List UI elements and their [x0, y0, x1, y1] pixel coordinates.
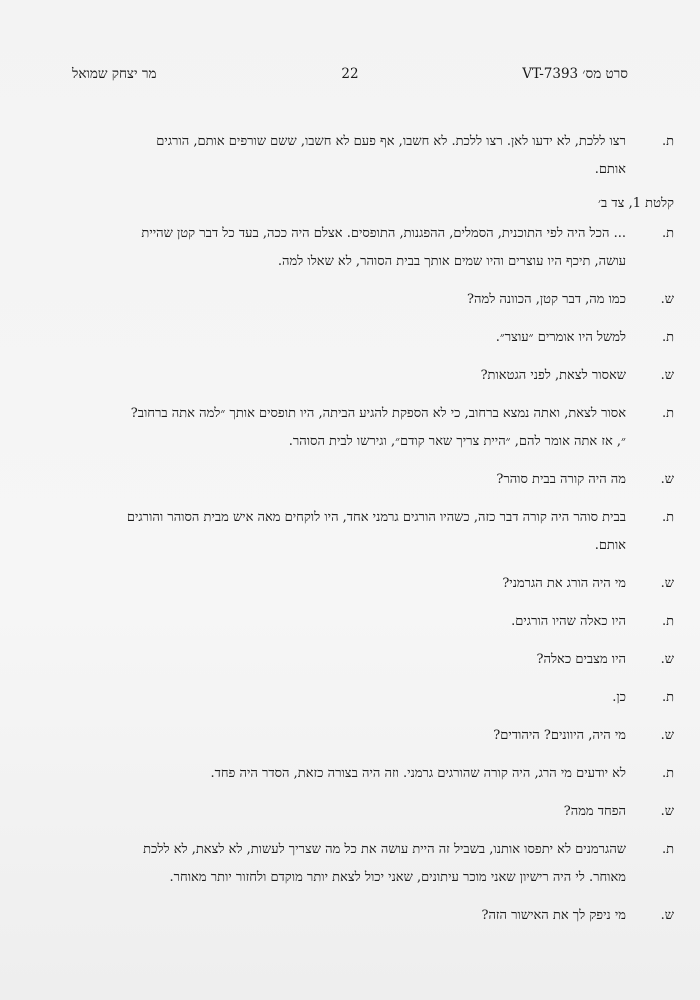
entry-text: רצו ללכת, לא ידעו לאן. רצו ללכת. לא חשבו, אף פעם לא חשבו, ששם שורפים אותם, הורגים אותם.: [156, 134, 626, 177]
speaker-label: ת.: [661, 614, 674, 629]
transcript-entry: [122, 466, 674, 494]
entry-text: מי ניפק לך את האישור הזה?: [481, 908, 626, 923]
transcript-entry: [122, 362, 674, 390]
entry-text: ... הכל היה לפי התוכנית, הסמלים, ההפגנות, התופסים. אצלם היה ככה, בעד כל דבר קטן שהיית עושה, תיכף היו עוצרים והיו שמים אותך בבית הסוהר, לא שאלו למה.: [141, 226, 626, 269]
transcript-entry: [122, 608, 674, 636]
entry-text: מי היה הורג את הגרמני?: [502, 576, 626, 591]
speaker-label: ת.: [661, 330, 674, 345]
transcript-entry: [122, 324, 674, 352]
speaker-label: ש.: [660, 908, 674, 923]
entry-text: שאסור לצאת, לפני הגטאות?: [480, 368, 626, 383]
speaker-label: ש.: [660, 292, 674, 307]
transcript-body: [122, 128, 674, 930]
entry-text: מי היה, היוונים? היהודים?: [493, 728, 626, 743]
transcript-entry: [122, 646, 674, 674]
entry-text: לא יודעים מי הרג, היה קורה שהורגים גרמני. וזה היה בצורה כזאת, הסדר היה פחד.: [210, 766, 626, 781]
transcript-entry: [122, 504, 674, 560]
speaker-label: ת.: [661, 842, 674, 857]
transcript-entry: [122, 684, 674, 712]
transcript-entry: [122, 798, 674, 826]
transcript-entry: [122, 400, 674, 456]
entry-text: אסור לצאת, ואתה נמצא ברחוב, כי לא הספקת להגיע הביתה, היו תופסים אותך ״למה אתה ברחוב?״, אז אתה אומר להם, ״היית צריך שאר קודם״, וגירשו לבית הסוהר.: [130, 406, 626, 449]
speaker-label: ת.: [661, 406, 674, 421]
entry-text: היו כאלה שהיו הורגים.: [511, 614, 626, 629]
transcript-entry: [122, 570, 674, 598]
transcript-entry: [122, 220, 674, 276]
transcript-entry: [122, 286, 674, 314]
entry-text: כן.: [612, 690, 626, 705]
speaker-label: ת.: [661, 510, 674, 525]
entry-text: למשל היו אומרים ״עוצר״.: [495, 330, 626, 345]
transcript-entry: [122, 836, 674, 892]
speaker-label: ש.: [660, 728, 674, 743]
page-header: [72, 66, 628, 86]
cassette-label: קלטת 1, צד ב׳: [598, 196, 674, 211]
transcript-entry: [122, 722, 674, 750]
speaker-label: ת.: [661, 226, 674, 241]
entry-text: בבית סוהר היה קורה דבר כזה, כשהיו הורגים גרמני אחד, היו לוקחים מאה איש מבית הסוהר והורגים אותם.: [126, 510, 626, 553]
speaker-label: ש.: [660, 472, 674, 487]
transcript-entry: [122, 902, 674, 930]
entry-text: כמו מה, דבר קטן, הכוונה למה?: [467, 292, 626, 307]
film-number: סרט מס׳ VT-7393: [522, 66, 628, 82]
speaker-label: ת.: [661, 134, 674, 149]
entry-text: מה היה קורה בבית סוהר?: [496, 472, 626, 487]
transcript-entry: [122, 760, 674, 788]
speaker-label: ש.: [660, 368, 674, 383]
page-number: 22: [341, 66, 359, 82]
entry-text: שהגרמנים לא יתפסו אותנו, בשביל זה היית עושה את כל מה שצריך לעשות, לא לצאת, לא ללכת מאוחר. לי היה רישיון שאני מוכר עיתונים, שאני יכול לצאת יותר מוקדם ולחזור יותר מאוחר.: [143, 842, 626, 885]
speaker-label: ת.: [661, 766, 674, 781]
entry-text: הפחד ממה?: [563, 804, 626, 819]
interviewee-name: מר יצחק שמואל: [72, 66, 157, 82]
transcript-entry: [122, 128, 674, 184]
speaker-label: ש.: [660, 576, 674, 591]
speaker-label: ת.: [661, 690, 674, 705]
entry-text: היו מצבים כאלה?: [536, 652, 626, 667]
speaker-label: ש.: [660, 652, 674, 667]
speaker-label: ש.: [660, 804, 674, 819]
